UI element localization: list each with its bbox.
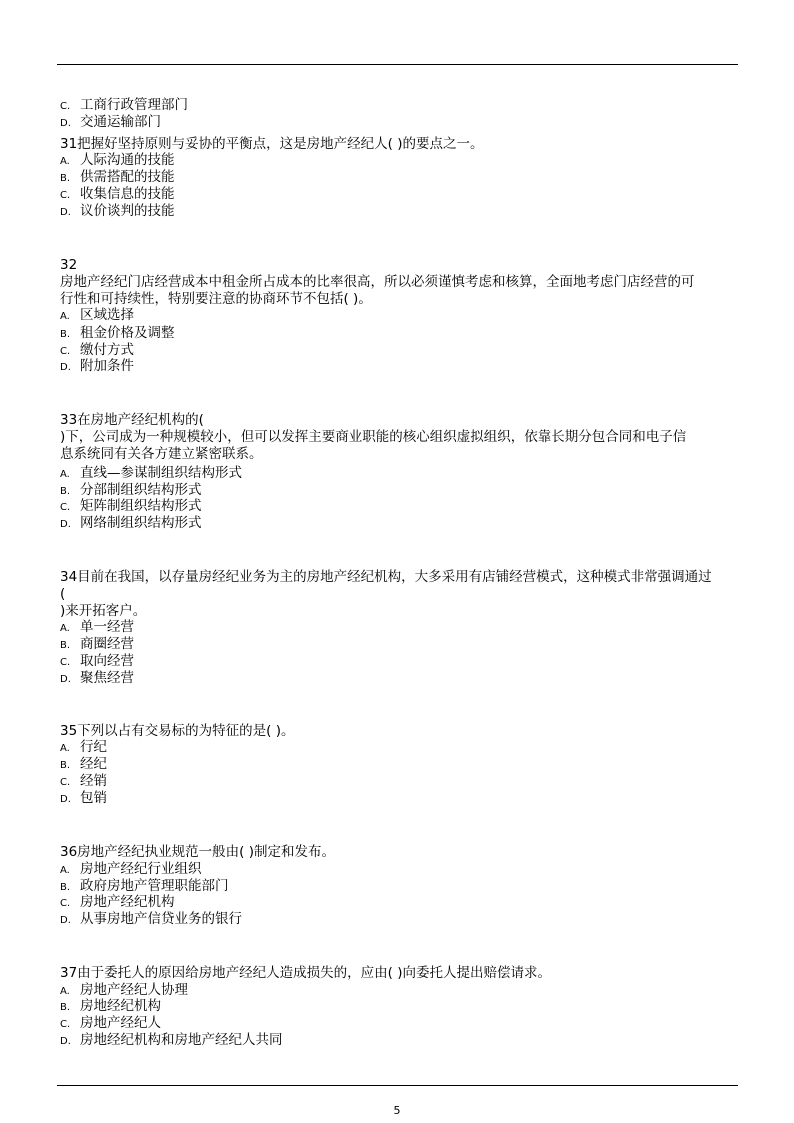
option-b: B. 供需搭配的技能 — [60, 169, 175, 185]
option-a: A. 房地产经纪人协理 — [60, 982, 188, 998]
question-32-number: 32 — [60, 257, 78, 273]
option-b: B. 商圈经营 — [60, 636, 134, 652]
question-37-stem: 37由于委托人的原因给房地产经纪人造成损失的，应由( )向委托人提出赔偿请求。 — [60, 965, 552, 981]
question-34-stem: ( — [60, 586, 66, 602]
option-a: A. 房地产经纪行业组织 — [60, 861, 202, 877]
option-b: B. 租金价格及调整 — [60, 325, 175, 341]
option-c: C. 矩阵制组织结构形式 — [60, 498, 202, 514]
option-a: A. 单一经营 — [60, 619, 134, 635]
option-c: C. 缴付方式 — [60, 342, 134, 358]
option-d: D. 附加条件 — [60, 358, 134, 374]
option-d: D. 交通运输部门 — [60, 114, 161, 130]
option-b: B. 经纪 — [60, 756, 107, 772]
question-35-stem: 35下列以占有交易标的为特征的是( )。 — [60, 723, 295, 739]
option-c: C. 收集信息的技能 — [60, 186, 175, 202]
option-a: A. 区域选择 — [60, 307, 134, 323]
option-c: C. 经销 — [60, 773, 107, 789]
question-31-stem: 31把握好坚持原则与妥协的平衡点，这是房地产经纪人( )的要点之一。 — [60, 136, 484, 152]
question-32-stem: 房地产经纪门店经营成本中租金所占成本的比率很高，所以必须谨慎考虑和核算，全面地考虑门店经营的可 — [60, 274, 695, 290]
option-a: A. 行纪 — [60, 739, 107, 755]
option-a: A. 直线—参谋制组织结构形式 — [60, 465, 242, 481]
question-34-stem: 34目前在我国，以存量房经纪业务为主的房地产经纪机构，大多采用有店铺经营模式，这种模式非常强调通过 — [60, 569, 712, 585]
option-a: A. 人际沟通的技能 — [60, 152, 175, 168]
option-b: B. 政府房地产管理职能部门 — [60, 878, 229, 894]
question-33-stem: )下，公司成为一种规模较小，但可以发挥主要商业职能的核心组织虚拟组织，依靠长期分包合同和电子信 — [60, 429, 687, 445]
option-d: D. 聚焦经营 — [60, 670, 134, 686]
question-33-stem: 33在房地产经纪机构的( — [60, 412, 204, 428]
option-b: B. 分部制组织结构形式 — [60, 482, 202, 498]
option-d: D. 网络制组织结构形式 — [60, 515, 202, 531]
option-b: B. 房地经纪机构 — [60, 998, 161, 1014]
question-32-stem: 行性和可持续性，特别要注意的协商环节不包括( )。 — [60, 291, 372, 307]
header-rule — [57, 64, 738, 65]
page-number: 5 — [393, 1104, 401, 1117]
option-c: C. 房地产经纪机构 — [60, 894, 175, 910]
option-c: C. 工商行政管理部门 — [60, 97, 188, 113]
option-d: D. 包销 — [60, 790, 107, 806]
option-d: D. 从事房地产信贷业务的银行 — [60, 911, 242, 927]
option-d: D. 议价谈判的技能 — [60, 203, 175, 219]
option-d: D. 房地经纪机构和房地产经纪人共同 — [60, 1032, 283, 1048]
question-34-stem: )来开拓客户。 — [60, 603, 147, 619]
option-c: C. 房地产经纪人 — [60, 1015, 161, 1031]
option-c: C. 取向经营 — [60, 653, 134, 669]
question-33-stem: 息系统同有关各方建立紧密联系。 — [60, 446, 263, 462]
footer-rule — [57, 1085, 738, 1086]
question-36-stem: 36房地产经纪执业规范一般由( )制定和发布。 — [60, 844, 336, 860]
